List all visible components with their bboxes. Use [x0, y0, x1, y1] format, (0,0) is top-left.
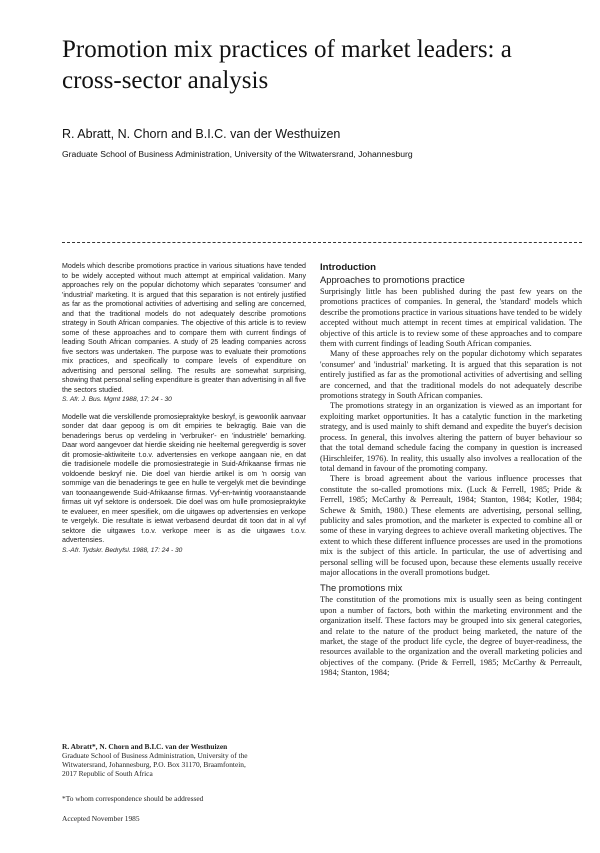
paper-title: Promotion mix practices of market leaders: a cross-sector analysis [62, 36, 512, 94]
body-paragraph: The constitution of the promotions mix is usually seen as being contingent upon a number of factors, both within the marketing environment and the organization itself. These factors may be grouped into six general categories, and relate to the nature of the product being marketed, the nature of the market, the stage of the product life cycle, the degree of buyer-readiness, the resources available to the organization and the overall marketing policies and objectives of the company. (Pride & Ferrell, 1985; McCarthy & Perreault, 1984; Stanton, 1984; [320, 595, 582, 678]
approaches-subheading: Approaches to promotions practice [320, 274, 465, 285]
body-paragraph: Many of these approaches rely on the popular dichotomy which separates 'consumer' and 'industrial' marketing. It is argued that this separation is not entirely justified as far as the promotional activities of advertising and selling are concerned, and that the traditional models do not adequately describe promotions strategy in South African companies. [320, 349, 582, 401]
author-address-line: Witwatersrand, Johannesburg, P.O. Box 31170, Braamfontein, [62, 760, 246, 769]
promotions-mix-subheading: The promotions mix [320, 582, 403, 594]
author-address-line: Graduate School of Business Administration, University of the [62, 751, 248, 760]
author-address-note [62, 742, 312, 778]
author-address-line: 2017 Republic of South Africa [62, 769, 153, 778]
abstract-column [62, 262, 306, 555]
abstract-english: Models which describe promotions practice in various situations have tended to be widely accepted without much attempt at empirical validation. Many approaches rely on the popular dichotomy which separates 'consumer' and 'industrial' marketing. It is argued that this separation is not entirely justified as far as the promotional activities of advertising and selling are concerned, and that the traditional models do not adequately describe promotions strategy in South African companies. The objective of this article is to review some of these approaches and to compare them with current findings of leading South African companies. A study of 25 leading companies across five sectors was undertaken. The purpose was to evaluate their promotions mix practices, and specifically to compare levels of expenditure on advertising and personal selling. The results are somewhat surprising, showing that personal selling expenditure is greater than advertising in all five the sectors studied. [62, 262, 306, 394]
body-column [320, 262, 582, 679]
correspondence-footnote: *To whom correspondence should be addressed [62, 794, 204, 803]
abstract-english-citation: S. Afr. J. Bus. Mgmt 1988, 17: 24 - 30 [62, 396, 172, 403]
body-paragraph: There is broad agreement about the various influence processes that constitute the so-called promotions mix. (Luck & Ferrell, 1985; Pride & Ferrell, 1985; McCarthy & Perreault, 1984; Stanton, 1984; Kotler, 1984; Schewe & Smith, 1980.) These elements are advertising, personal selling, publicity and sales promotion, and the marketer is expected to combine all or some of these in varying degrees to achieve overall marketing objectives. The extent to which these different influence processes are used in the promotions mix is the subject of this article. In particular, the use of advertising and personal selling will be focused upon, because these elements usually receive major allocations in the overall promotions budget. [320, 474, 582, 577]
section-divider [62, 242, 582, 243]
accepted-date: Accepted November 1985 [62, 814, 140, 823]
introduction-heading: Introduction [320, 262, 376, 273]
abstract-afrikaans-citation: S.-Afr. Tydskr. Bedryfsl. 1988, 17: 24 - 30 [62, 546, 183, 554]
body-paragraph: The promotions strategy in an organization is viewed as an important for exploiting market opportunities. It has a catalytic function in the marketing strategy, and is used mainly to shift demand and expedite the buyer's decision process. In general, this involves altering the pattern of buyer behaviour so that the total demand schedule facing the company in question is increased (Hirschleifer, 1976). In reality, this usually also involves a reallocation of the total demand in favour of the promoting company. [320, 401, 582, 473]
author-list: R. Abratt, N. Chorn and B.I.C. van der Westhuizen [62, 127, 341, 141]
author-affiliation: Graduate School of Business Administration, University of the Witwatersrand, Johannesburg [62, 149, 413, 159]
body-paragraph: Surprisingly little has been published during the past few years on the promotions practices of companies. In general, the 'standard' models which describe the promotions practice in various situations have tended to be widely accepted without much attempt in recent times at empirical validation. The objective of this article is to review some of these approaches and to compare them with current findings of leading South African companies. [320, 287, 582, 349]
author-address-names: R. Abratt*, N. Chorn and B.I.C. van der Westhuizen [62, 742, 228, 751]
abstract-afrikaans: Modelle wat die verskillende promosiepraktyke beskryf, is gewoonlik aanvaar sonder dat daar gepoog is om dit empiries te bekragtig. Baie van die benaderings berus op verdeling in 'verbruiker'- en 'industriële' bemarking. Daar word aangevoer dat hierdie skeiding nie heeltemal geregverdig is sover dit promosie-aktiwiteite t.o.v. advertensies en verkope aangaan nie, en dat die tradisionele modelle die promosiestrategie in Suid-Afrikaanse firmas nie voldoende beskryf nie. Die doel van hierdie artikel is om 'n oorsig van sommige van die benaderings te gee en hulle te vergelyk met die bevindinge van toonaangewende Suid-Afrikaanse firmas. Vyf-en-twintig vooraanstaande firmas uit vyf sektore is ondersoek. Die doel was om hulle promosiepraktyke te evalueer, en meer spesifiek, om die uitgawes op advertensies en verkope te vergelyk. Die resultate is ietwat verbasend deurdat dit toon dat in al vyf sektore die uitgawes t.o.v. verkope meer is as die uitgawes t.o.v. advertensies. [62, 412, 306, 544]
